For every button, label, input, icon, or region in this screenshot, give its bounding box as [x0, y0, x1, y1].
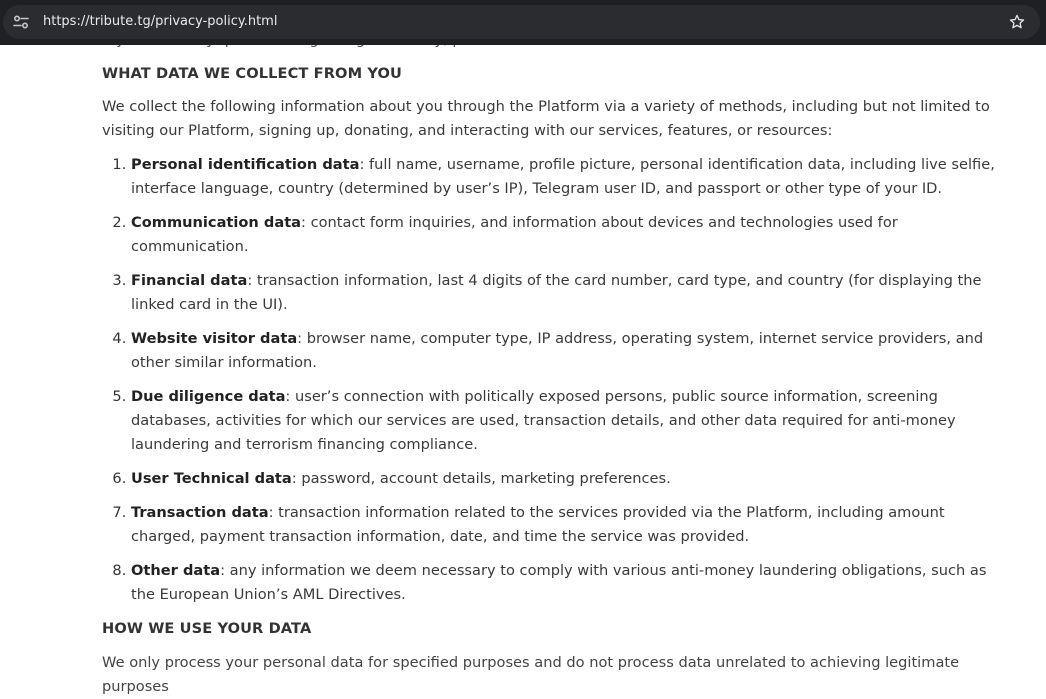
list-item-title: Website visitor data [131, 330, 298, 347]
list-item-text: : password, account details, marketing preferences. [291, 470, 671, 487]
list-item-text: : full name, username, profile picture, personal identification data, including live selfie, interface language, country (determined by user’s IP), Telegram user ID, and passport or other type of your ID. [131, 156, 995, 197]
section-intro: We collect the following information about you through the Platform via a variety of methods, including but not limited to visiting our Platform, signing up, donating, and interacting with our services, features, or resources: [102, 98, 990, 139]
policy-content [102, 28, 1002, 699]
list-item-text: : any information we deem necessary to comply with various anti-money laundering obligations, such as the European Union’s AML Directives. [131, 562, 987, 603]
list-item-title: Financial data [131, 272, 248, 289]
section-heading-data-use: HOW WE USE YOUR DATA [102, 620, 312, 637]
list-item [131, 559, 1002, 607]
list-item [131, 211, 1002, 259]
site-settings-icon[interactable] [12, 14, 30, 30]
list-item-title: Transaction data [131, 504, 269, 521]
list-item-title: Other data [131, 562, 221, 579]
url-path: /privacy-policy.html [150, 14, 278, 29]
list-item-text: : transaction information, last 4 digits of the card number, card type, and country (for displaying the linked card in the UI). [131, 272, 982, 313]
list-item-text: : contact form inquiries, and information about devices and technologies used for communication. [131, 214, 898, 255]
section-heading-data-collect: WHAT DATA WE COLLECT FROM YOU [102, 65, 402, 82]
list-item [131, 153, 1002, 201]
list-item-text: : browser name, computer type, IP address, operating system, internet service providers, and other similar information. [131, 330, 984, 371]
list-item-title: User Technical data [131, 470, 292, 487]
data-types-list [102, 153, 1002, 607]
list-item [131, 269, 1002, 317]
url-host: https://tribute.tg [43, 14, 151, 29]
cut-bottom-line: We only process your personal data for specified purposes and do not process data unrelated to achieving legitimate purposes [102, 654, 960, 695]
list-item-title: Communication data [131, 214, 302, 231]
list-item [131, 467, 1002, 491]
list-item [131, 501, 1002, 549]
list-item-text: : user’s connection with politically exposed persons, public source information, screening databases, activities for which our services are used, transaction details, and other data required for anti-money laundering and terrorism financing compliance. [131, 388, 956, 453]
bookmark-star-icon[interactable] [1008, 13, 1026, 31]
list-item-text: : transaction information related to the services provided via the Platform, including amount charged, payment transaction information, date, and time the service was provided. [131, 504, 945, 545]
list-item [131, 327, 1002, 375]
url-text[interactable] [43, 5, 277, 39]
address-bar[interactable] [3, 5, 1040, 39]
list-item-title: Personal identification data [131, 156, 360, 173]
list-item [131, 385, 1002, 457]
list-item-title: Due diligence data [131, 388, 286, 405]
browser-toolbar [0, 0, 1046, 45]
